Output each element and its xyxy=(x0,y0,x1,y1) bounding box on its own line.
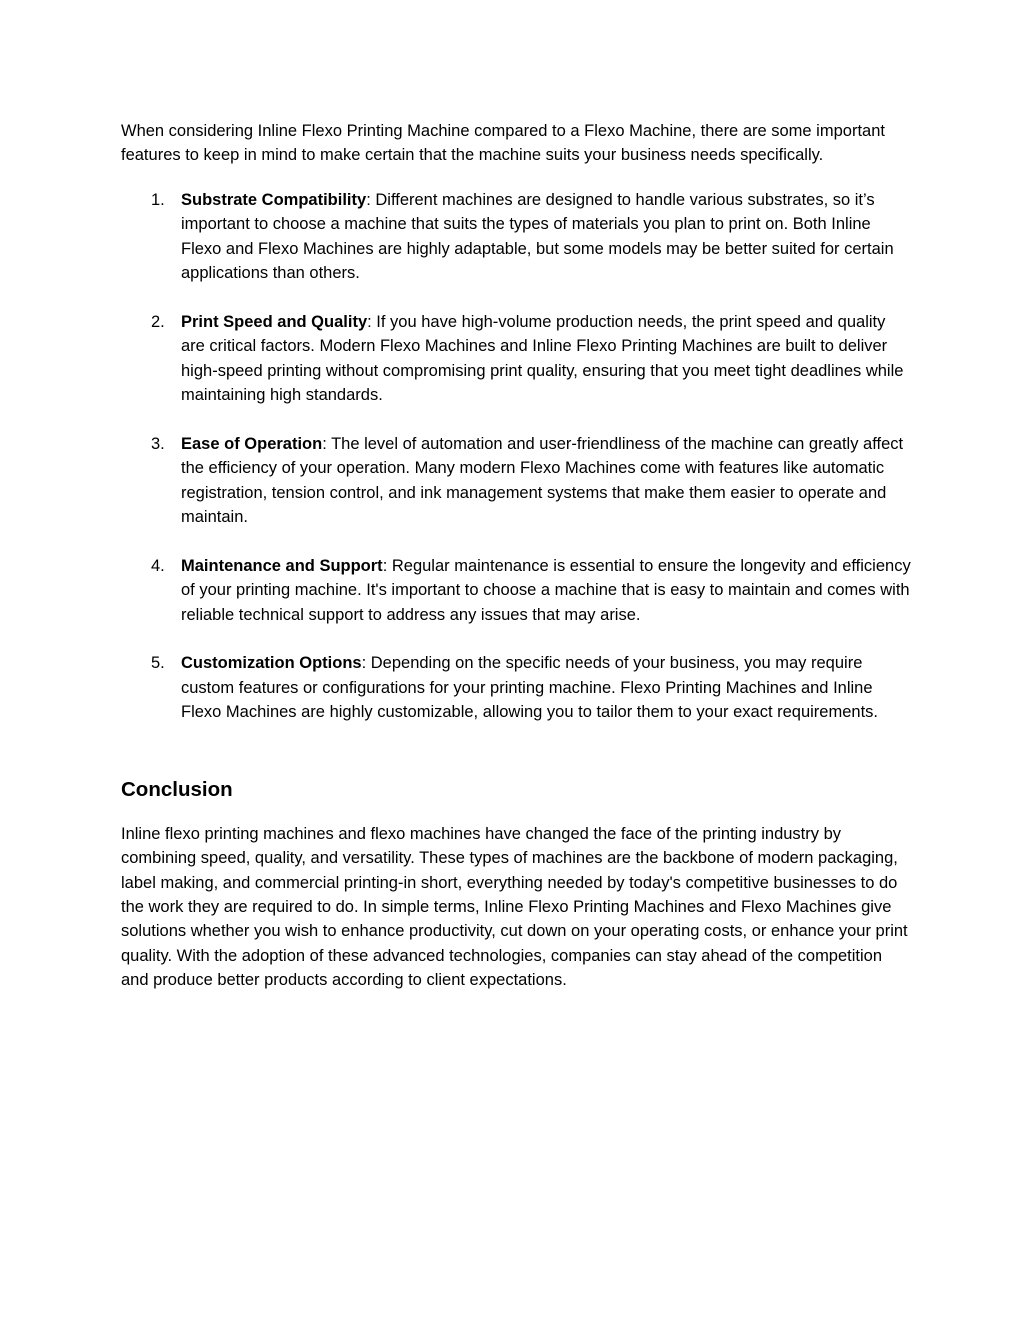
intro-paragraph: When considering Inline Flexo Printing Machine compared to a Flexo Machine, there are some important features to keep in mind to make certain that the machine suits your business needs specifically. xyxy=(121,122,885,165)
list-item-number: 4. xyxy=(151,556,165,575)
list-item xyxy=(121,651,911,724)
feature-list xyxy=(121,188,911,725)
list-item-description: : Different machines are designed to handle various substrates, so it’s important to choose a machine that suits the types of materials you plan to print on. Both Inline Flexo and Flexo Machines are highly adaptable, but some models may be better suited for certain applications than others. xyxy=(181,190,894,283)
list-item-term: Substrate Compatibility xyxy=(181,190,367,209)
list-item-term: Ease of Operation xyxy=(181,434,323,453)
list-item xyxy=(121,554,911,627)
list-item xyxy=(121,188,911,286)
list-item-description: : The level of automation and user-friendliness of the machine can greatly affect the efficiency of your operation. Many modern Flexo Machines come with features like automatic registration, tension control, and ink management systems that make them easier to operate and maintain. xyxy=(181,434,904,527)
list-item-number: 3. xyxy=(151,434,165,453)
list-item-description: : If you have high-volume production needs, the print speed and quality are critical factors. Modern Flexo Machines and Inline Flexo Printing Machines are built to deliver high-speed printing without compromising print quality, ensuring that you meet tight deadlines while maintaining high standards. xyxy=(181,312,904,405)
document-body xyxy=(121,119,911,993)
list-item-description: : Regular maintenance is essential to ensure the longevity and efficiency of your printing machine. It's important to choose a machine that is easy to maintain and comes with reliable technical support to address any issues that may arise. xyxy=(181,556,911,624)
list-item-number: 1. xyxy=(151,190,165,209)
list-item-number: 2. xyxy=(151,312,165,331)
conclusion-paragraph: Inline flexo printing machines and flexo machines have changed the face of the printing industry by combining speed, quality, and versatility. These types of machines are the backbone of modern packaging, label making, and commercial printing-in short, everything needed by today's competitive businesses to do the work they are required to do. In simple terms, Inline Flexo Printing Machines and Flexo Machines give solutions whether you wish to enhance productivity, cut down on your operating costs, or enhance your print quality. With the adoption of these advanced technologies, companies can stay ahead of the competition and produce better products according to client expectations. xyxy=(121,824,908,990)
list-item-term: Print Speed and Quality xyxy=(181,312,368,331)
conclusion-heading: Conclusion xyxy=(121,777,233,801)
list-item-description: : Depending on the specific needs of your business, you may require custom features or configurations for your printing machine. Flexo Printing Machines and Inline Flexo Machines are highly customizable, allowing you to tailor them to your exact requirements. xyxy=(181,654,878,722)
list-item xyxy=(121,310,911,408)
list-item xyxy=(121,432,911,530)
list-item-term: Maintenance and Support xyxy=(181,556,383,575)
list-item-number: 5. xyxy=(151,654,165,673)
list-item-term: Customization Options xyxy=(181,654,362,673)
